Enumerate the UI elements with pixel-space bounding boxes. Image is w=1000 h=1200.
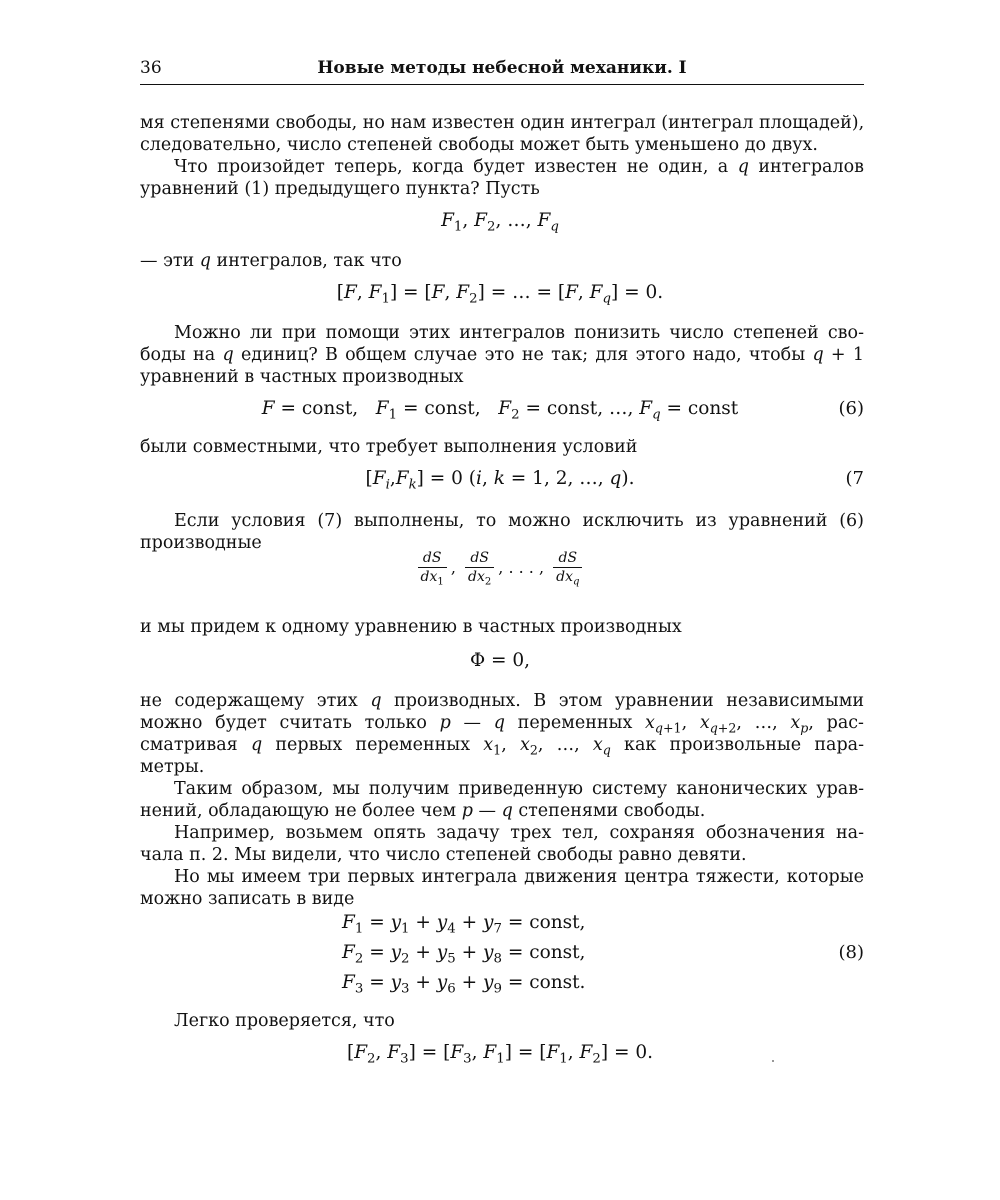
equation-8-line-2: $F_2 = y_2 + y_5 + y_8$ = const, <box>342 942 586 967</box>
text-line: — эти q интегралов, так что <box>140 251 402 271</box>
equation-8-line-1: $F_1 = y_1 + y_4 + y_7$ = const, <box>342 912 586 937</box>
text-line: уравнений (1) предыдущего пункта? Пусть <box>140 179 540 199</box>
text-line: были совместными, что требует выполнения условий <box>140 437 638 457</box>
equation-8-line-3: $F_3 = y_3 + y_6 + y_9$ = const. <box>342 972 586 997</box>
text-line: следовательно, число степеней свободы может быть уменьшено до двух. <box>140 135 818 155</box>
text-line: нений, обладающую не более чем p — q степенями свободы. <box>140 801 706 821</box>
text-line: Но мы имеем три первых интеграла движения центра тяжести, которые <box>174 867 864 887</box>
text-line: Например, возьмем опять задачу трех тел, сохраняя обозначения на- <box>174 823 864 843</box>
text-line: боды на q единиц? В общем случае это не так; для этого надо, чтобы q + 1 <box>140 345 865 365</box>
text-line: уравнений в частных производных <box>140 367 464 387</box>
integrals-list: $F_1$, $F_2$, …, $F_q$ <box>441 210 559 235</box>
equation-6: F = const, $F_1$ = const, $F_2$ = const, …, $F_q$ = const <box>261 398 739 423</box>
page-number: 36 <box>140 58 162 78</box>
print-speck <box>772 1060 774 1062</box>
fraction: $\frac{dS}{dx_1}$ <box>418 550 447 585</box>
text-line: мя степенями свободы, но нам известен один интеграл (интеграл площадей), <box>140 113 865 133</box>
equation-number-7: (7 <box>845 468 864 489</box>
text-line: Если условия (7) выполнены, то можно исключить из уравнений (6) <box>174 511 864 531</box>
text-line: метры. <box>140 757 205 777</box>
equation-number-6: (6) <box>838 398 864 419</box>
page-header <box>140 58 864 82</box>
fraction: $\frac{dS}{dx_2}$ <box>465 550 494 585</box>
derivative-fractions: $\frac{dS}{dx_1}$ , $\frac{dS}{dx_2}$ , . . . , $\frac{dS}{dx_q}$ <box>0 550 1000 585</box>
text-line: можно записать в виде <box>140 889 355 909</box>
text-line: не содержащему этих q производных. В этом уравнении независимыми <box>140 691 864 711</box>
header-rule <box>140 84 864 85</box>
phi-equation: Φ = 0, <box>469 650 531 671</box>
equation-number-8: (8) <box>838 942 864 963</box>
text-line: производные <box>140 533 262 553</box>
text-line: чала п. 2. Мы видели, что число степеней свободы равно девяти. <box>140 845 747 865</box>
running-title: Новые методы небесной механики. I <box>317 58 687 78</box>
equation-7: $[F_i,F_k] = 0$ (i, k = 1, 2, …, q). <box>365 468 635 493</box>
text-line: сматривая q первых переменных $x_1$, $x_2$, …, $x_q$ как произвольные пара- <box>140 735 864 758</box>
text-line: можно будет считать только p — q переменных $x_{q+1}$, $x_{q+2}$, …, $x_p$, рас- <box>140 713 864 736</box>
poisson-bracket-equation: [F, $F_1] = [F$, $F_2$] = … = [F, $F_q] = 0$. <box>336 282 664 307</box>
final-bracket-equation: [$F_2$, $F_3] = [F_3$, $F_1] = [F_1$, $F_2] = 0$. <box>346 1042 654 1067</box>
text-line: Что произойдет теперь, когда будет известен не один, а q интегралов <box>174 157 864 177</box>
text-line: Таким образом, мы получим приведенную систему канонических урав- <box>174 779 864 799</box>
text-line: и мы придем к одному уравнению в частных производных <box>140 617 682 637</box>
fraction: $\frac{dS}{dx_q}$ <box>553 550 582 585</box>
text-line: Легко проверяется, что <box>174 1011 395 1031</box>
text-line: Можно ли при помощи этих интегралов понизить число степеней сво- <box>174 323 864 343</box>
